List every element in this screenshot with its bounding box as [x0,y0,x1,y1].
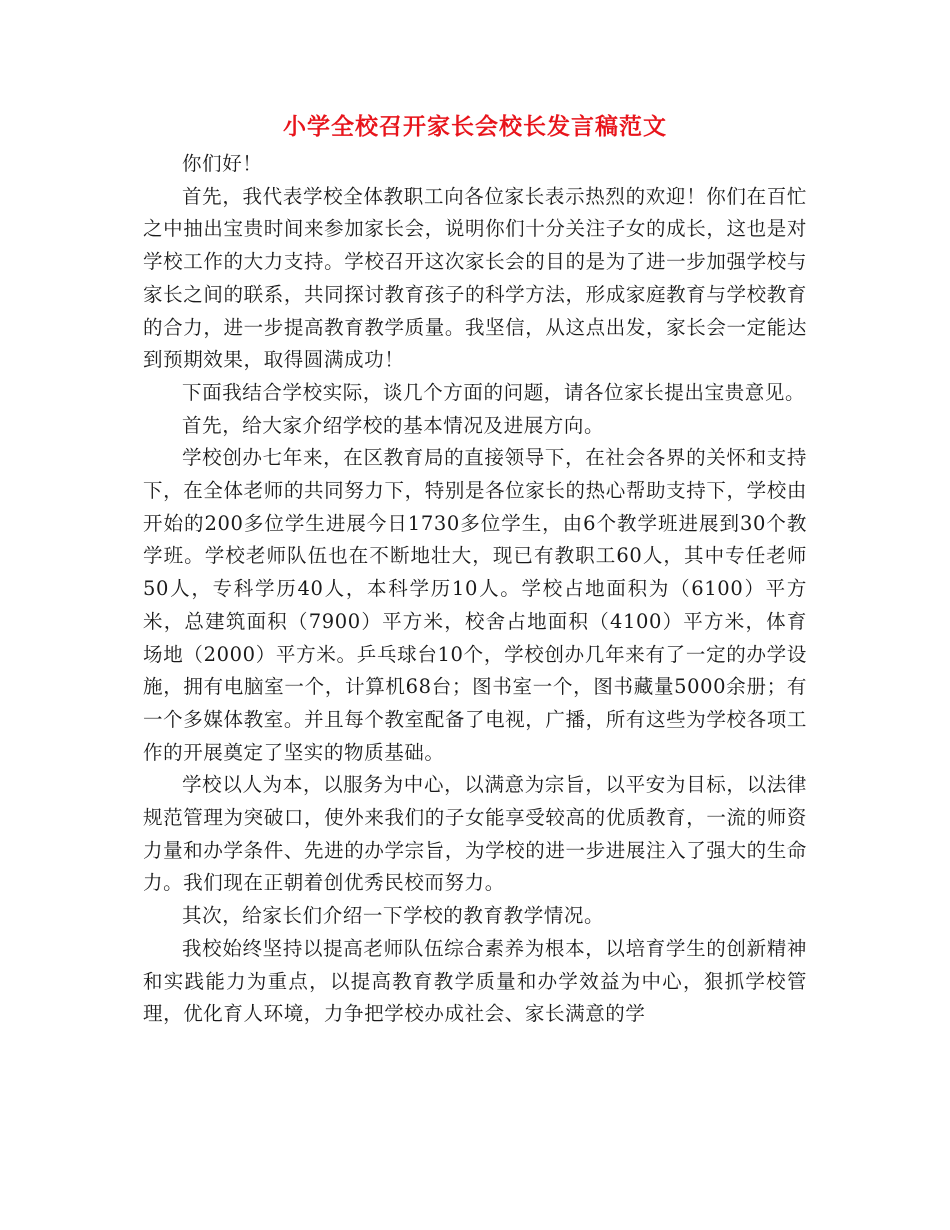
paragraph-school-philosophy: 学校以人为本，以服务为中心，以满意为宗旨，以平安为目标，以法律规范管理为突破口，使外来我们的子女能享受较高的优质教育，一流的师资力量和办学条件、先进的办学宗旨，为学校的进一步进展注入了强大的生命力。我们现在正朝着创优秀民校而努力。 [143,773,807,895]
document-body [143,148,807,1031]
paragraph-welcome: 首先，我代表学校全体教职工向各位家长表示热烈的欢迎！你们在百忙之中抽出宝贵时间来参加家长会，说明你们十分关注子女的成长，这也是对学校工作的大力支持。学校召开这次家长会的目的是为了进一步加强学校与家长之间的联系，共同探讨教育孩子的科学方法，形成家庭教育与学校教育的合力，进一步提高教育教学质量。我坚信，从这点出发，家长会一定能达到预期效果，取得圆满成功！ [143,184,807,372]
paragraph-school-facts: 学校创办七年来，在区教育局的直接领导下，在社会各界的关怀和支持下，在全体老师的共同努力下，特别是各位家长的热心帮助支持下，学校由开始的200多位学生进展今日1730多位学生，由6个教学班进展到30个教学班。学校老师队伍也在不断地壮大，现已有教职工60人，其中专任老师50人，专科学历40人，本科学历10人。学校占地面积为（6100）平方米，总建筑面积（7900）平方米，校舍占地面积（4100）平方米，体育场地（2000）平方米。乒乓球台10个，学校创办几年来有了一定的办学设施，拥有电脑室一个，计算机68台；图书室一个，图书藏量5000余册；有一个多媒体教室。并且每个教室配备了电视，广播，所有这些为学校各项工作的开展奠定了坚实的物质基础。 [143,446,807,764]
document-title: 小学全校召开家长会校长发言稿范文 [283,113,667,140]
paragraph-section-two-heading: 其次，给家长们介绍一下学校的教育教学情况。 [182,904,605,928]
paragraph-section-one-heading: 首先，给大家介绍学校的基本情况及进展方向。 [182,413,605,437]
paragraph-intro: 下面我结合学校实际，谈几个方面的问题，请各位家长提出宝贵意见。 [182,380,806,404]
paragraph-teaching: 我校始终坚持以提高老师队伍综合素养为根本，以培育学生的创新精神和实践能力为重点，以提高教育教学质量和办学效益为中心，狠抓学校管理，优化育人环境，力争把学校办成社会、家长满意的学 [143,936,807,1026]
paragraph-greeting: 你们好！ [182,152,263,175]
